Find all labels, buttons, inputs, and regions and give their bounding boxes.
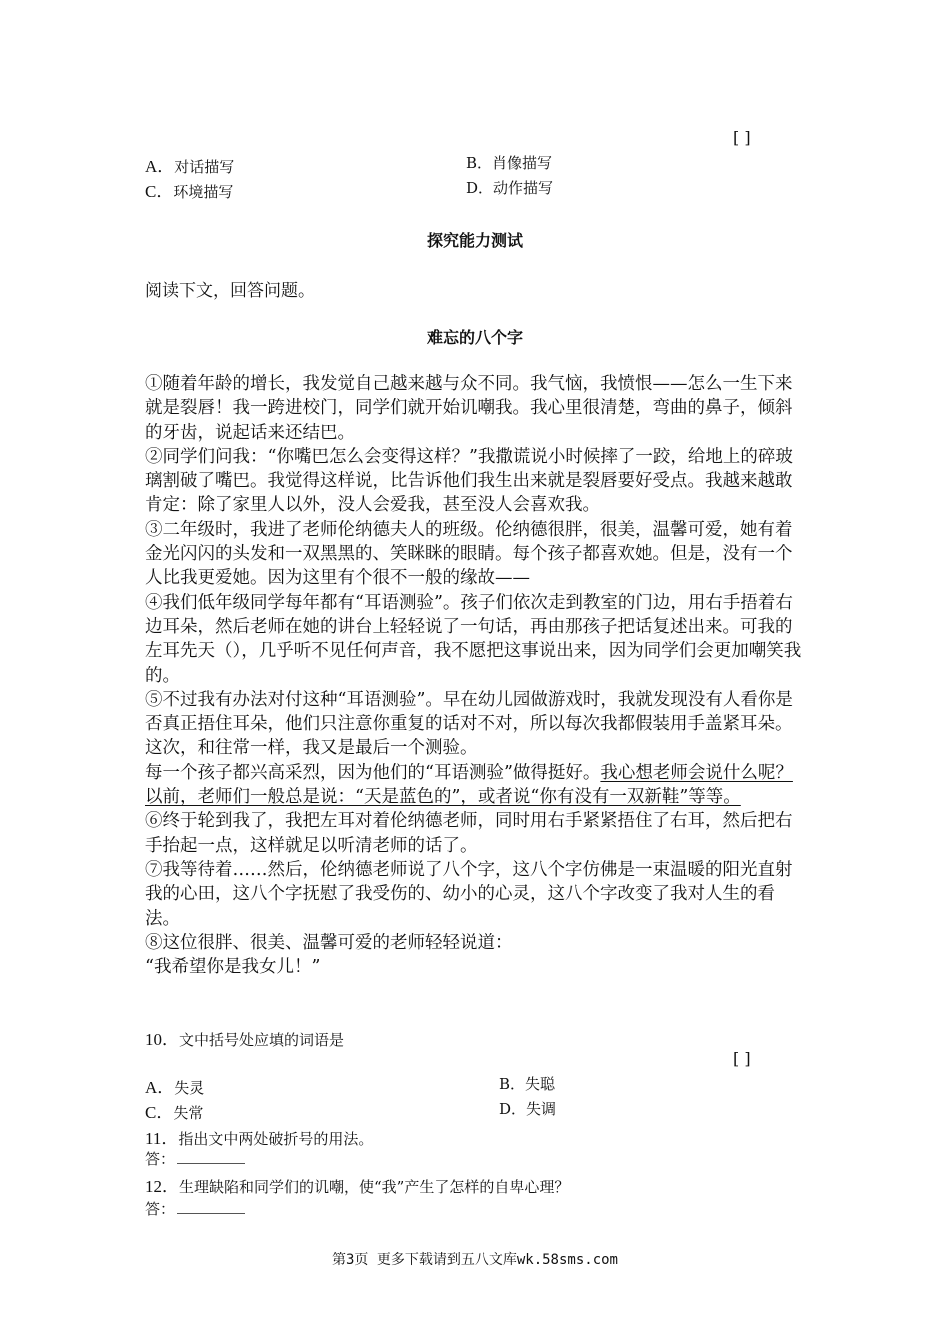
paragraph-7: ⑦我等待着……然后，伦纳德老师说了八个字，这八个字仿佛是一束温暖的阳光直射我的心田，这八个字抚慰了我受伤的、幼小的心灵，这八个字改变了我对人生的看法。 — [145, 859, 793, 929]
paragraph-5-continued: 每一个孩子都兴高采烈，因为他们的“耳语测验”做得挺好。我心想老师会说什么呢？以前，老师们一般总是说：“天是蓝色的”，或者说“你有没有一双新鞋”等等。 — [145, 762, 793, 808]
option-d: D．动作描写 — [466, 179, 554, 197]
q10-option-d: D．失调 — [499, 1100, 557, 1118]
q10-option-c: C．失常 — [145, 1103, 204, 1122]
paragraph-9: “我希望你是我女儿！” — [145, 957, 321, 978]
section-title: 探究能力测试 — [426, 231, 523, 250]
paragraph-4: ④我们低年级同学每年都有“耳语测验”。孩子们依次走到教室的门边，用右手捂着右边耳朵，然后老师在她的讲台上轻轻说了一句话，再由那孩子把话复述出来。可我的左耳先天（），几乎听不见任何声音，我不愿把这事说出来，因为同学们会更加嘲笑我的。 — [145, 592, 802, 686]
answer-bracket: [ ] — [733, 128, 751, 147]
question-12-answer: 答： — [145, 1198, 245, 1219]
paragraph-8: ⑧这位很胖、很美、温馨可爱的老师轻轻说道： — [145, 932, 513, 953]
paragraph-6: ⑥终于轮到我了，我把左耳对着伦纳德老师，同时用右手紧紧捂住了右耳，然后把右手抬起一点，这样就足以听清老师的话了。 — [145, 811, 793, 856]
article-title: 难忘的八个字 — [426, 328, 523, 347]
q10-option-b: B．失聪 — [499, 1075, 556, 1093]
question-11-answer: 答： — [145, 1148, 245, 1169]
underlined-sentence: 我心想老师会说什么呢？以前，老师们一般总是说：“天是蓝色的”，或者说“你有没有一双新鞋”等等。 — [145, 762, 793, 808]
answer-blank[interactable] — [177, 1149, 245, 1164]
page-footer: 第3页 更多下载请到五八文库wk.58sms.com — [331, 1252, 618, 1268]
question-12: 12．生理缺陷和同学们的讥嘲，使“我”产生了怎样的自卑心理？ — [145, 1177, 570, 1196]
reading-instruction: 阅读下文，回答问题。 — [145, 281, 315, 301]
option-b: B．肖像描写 — [466, 154, 553, 172]
q10-option-a: A．失灵 — [145, 1078, 205, 1097]
article-body — [145, 372, 805, 979]
paragraph-2: ②同学们问我：“你嘴巴怎么会变得这样？”我撒谎说小时候摔了一跤，给地上的碎玻璃割破了嘴巴。我觉得这样说，比告诉他们我生出来就是裂唇要好受点。我越来越敢肯定：除了家里人以外，没人会爱我，甚至没人会喜欢我。 — [145, 446, 793, 516]
question-10-bracket: [ ] — [733, 1049, 751, 1068]
question-10: 10．文中括号处应填的词语是 — [145, 1030, 345, 1049]
answer-blank[interactable] — [177, 1199, 245, 1214]
paragraph-5: ⑤不过我有办法对付这种“耳语测验”。早在幼儿园做游戏时，我就发现没有人看你是否真正捂住耳朵，他们只注意你重复的话对不对，所以每次我都假装用手盖紧耳朵。这次，和往常一样，我又是最后一个测验。 — [145, 689, 793, 759]
paragraph-3: ③二年级时，我进了老师伦纳德夫人的班级。伦纳德很胖，很美，温馨可爱，她有着金光闪闪的头发和一双黑黑的、笑眯眯的眼睛。每个孩子都喜欢她。但是，没有一个人比我更爱她。因为这里有个很不一般的缘故—— — [145, 519, 793, 589]
option-c: C．环境描写 — [145, 182, 234, 201]
question-11: 11．指出文中两处破折号的用法。 — [145, 1129, 374, 1148]
paragraph-1: ①随着年龄的增长，我发觉自己越来越与众不同。我气恼，我愤恨——怎么一生下来就是裂唇！我一跨进校门，同学们就开始讥嘲我。我心里很清楚，弯曲的鼻子，倾斜的牙齿，说起话来还结巴。 — [145, 374, 793, 443]
option-a: A．对话描写 — [145, 157, 235, 176]
